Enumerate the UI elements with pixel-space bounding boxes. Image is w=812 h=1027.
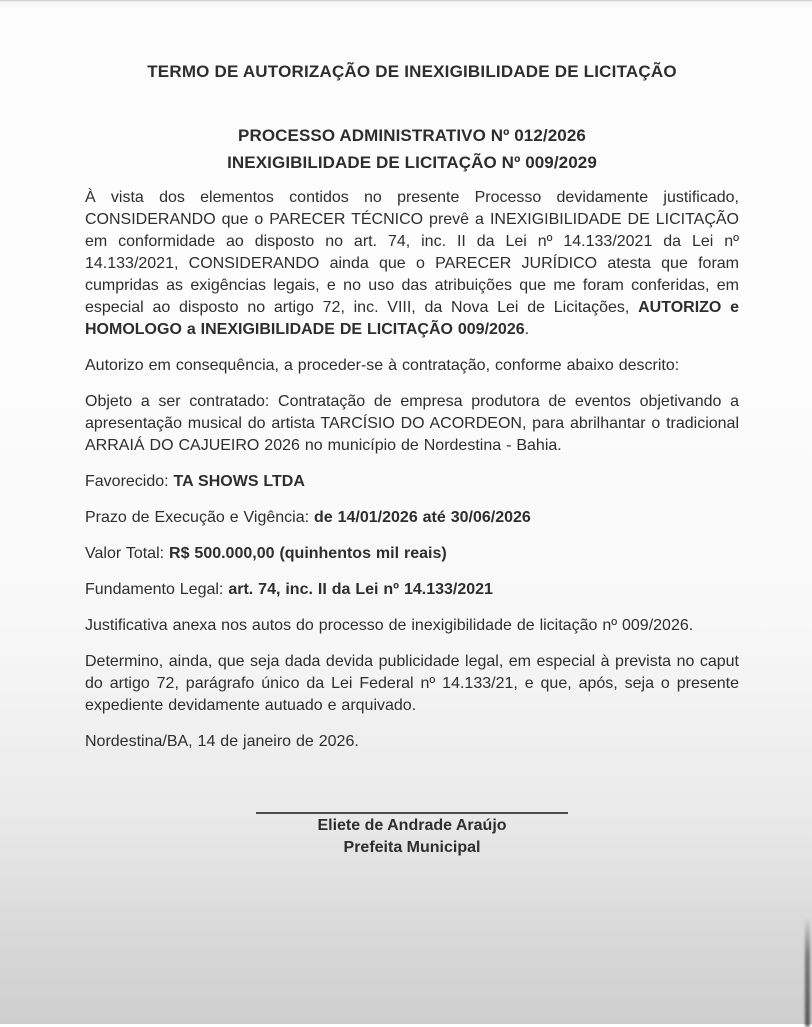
signature-role: Prefeita Municipal bbox=[343, 839, 481, 856]
process-header bbox=[85, 122, 739, 176]
object-paragraph: Objeto a ser contratado: Contratação de empresa produtora de eventos objetivando a apresentação musical do artista TARCÍSIO DO ACORDEON, para abrilhantar o tradicional ARRAIÁ DO CAJUEIRO 2026 no município de Nordestina - Bahia. bbox=[85, 393, 739, 454]
consequence-paragraph: Autorizo em consequência, a proceder-se à contratação, conforme abaixo descrito: bbox=[85, 357, 680, 374]
intro-period: . bbox=[524, 321, 530, 338]
signature-name: Eliete de Andrade Araújo bbox=[317, 817, 507, 834]
determino-paragraph: Determino, ainda, que seja dada devida publicidade legal, em especial à prevista no caput do artigo 72, parágrafo único da Lei Federal nº 14.133/21, e que, após, seja o presente expediente devidamente autuado e arquivado. bbox=[85, 653, 739, 714]
fundamento-label: Fundamento Legal: bbox=[85, 581, 229, 598]
favorecido-label: Favorecido: bbox=[85, 473, 174, 490]
document-title: TERMO DE AUTORIZAÇÃO DE INEXIGIBILIDADE DE LICITAÇÃO bbox=[147, 62, 677, 81]
valor-value: R$ 500.000,00 (quinhentos mil reais) bbox=[169, 545, 447, 562]
justificativa-paragraph: Justificativa anexa nos autos do processo de inexigibilidade de licitação nº 009/2026. bbox=[85, 617, 694, 634]
favorecido-value: TA SHOWS LTDA bbox=[173, 473, 305, 490]
favorecido-field bbox=[85, 471, 739, 493]
prazo-field bbox=[85, 507, 739, 529]
valor-field bbox=[85, 543, 739, 565]
valor-label: Valor Total: bbox=[85, 545, 170, 562]
fundamento-value: art. 74, inc. II da Lei nº 14.133/2021 bbox=[228, 581, 493, 598]
authorization-emphasis: AUTORIZO e HOMOLOGO a INEXIGIBILIDADE DE LICITAÇÃO 009/2026 bbox=[85, 299, 739, 338]
page-top-edge bbox=[0, 0, 812, 2]
fundamento-field bbox=[85, 579, 739, 601]
dateline: Nordestina/BA, 14 de janeiro de 2026. bbox=[85, 733, 359, 750]
document-body bbox=[85, 187, 739, 753]
prazo-value: de 14/01/2026 até 30/06/2026 bbox=[314, 509, 531, 526]
page-edge-shadow bbox=[805, 917, 810, 1027]
prazo-label: Prazo de Execução e Vigência: bbox=[85, 509, 315, 526]
process-number-line: PROCESSO ADMINISTRATIVO Nº 012/2026 bbox=[238, 126, 586, 145]
signature-block bbox=[256, 812, 568, 859]
intro-paragraph bbox=[85, 187, 739, 341]
intro-text: À vista dos elementos contidos no presente Processo devidamente justificado, CONSIDERANDO que o PARECER TÉCNICO prevê a INEXIGIBILIDADE DE LICITAÇÃO em conformidade ao disposto no art. 74, inc. II da Lei nº 14.133/2021 da Lei nº 14.133/2021, CONSIDERANDO ainda que o PARECER JURÍDICO atesta que foram cumpridas as exigências legais, e no uso das atribuições que me foram conferidas, em especial ao disposto no artigo 72, inc. VIII, da Nova Lei de Licitações, bbox=[85, 189, 739, 316]
inexigibilidade-number-line: INEXIGIBILIDADE DE LICITAÇÃO Nº 009/2029 bbox=[227, 153, 597, 172]
